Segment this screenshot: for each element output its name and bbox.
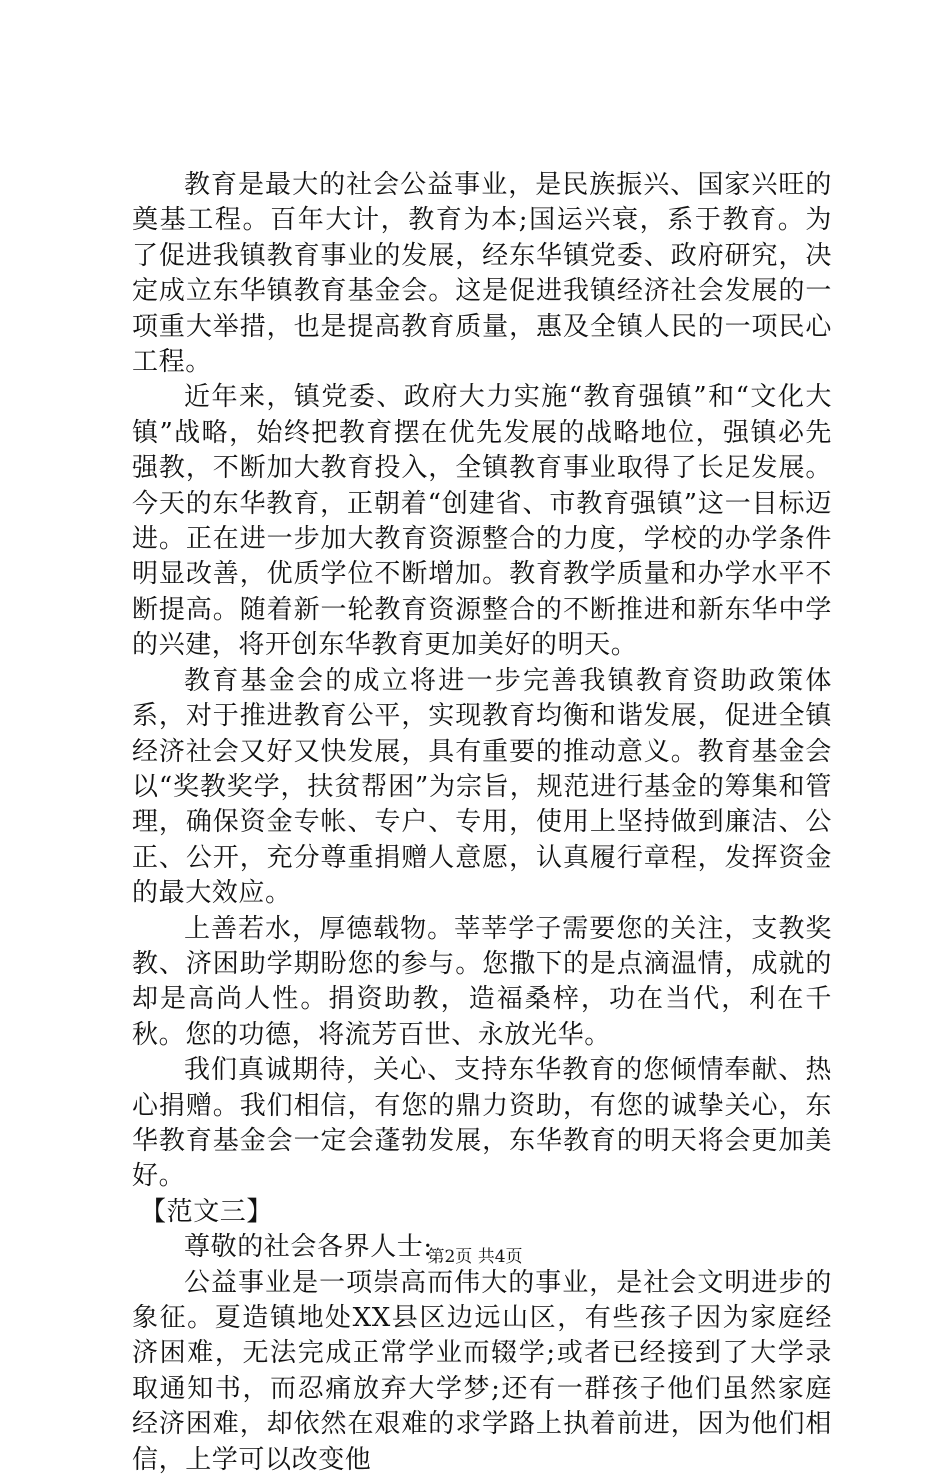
paragraph-4: 上善若水，厚德载物。莘莘学子需要您的关注，支教奖教、济困助学期盼您的参与。您撒下的是点滴温情，成就的却是高尚人性。捐资助教，造福桑梓，功在当代，利在千秋。您的功德，将流芳百世、永放光华。 <box>132 913 832 1050</box>
paragraph-3: 教育基金会的成立将进一步完善我镇教育资助政策体系，对于推进教育公平，实现教育均衡和谐发展，促进全镇经济社会又好又快发展，具有重要的推动意义。教育基金会以“奖教奖学，扶贫帮困”为宗旨，规范进行基金的筹集和管理，确保资金专帐、专户、专用，使用上坚持做到廉洁、公正、公开，充分尊重捐赠人意愿，认真履行章程，发挥资金的最大效应。 <box>132 665 832 909</box>
section-heading: 【范文三】 <box>140 1196 274 1227</box>
paragraph-6: 公益事业是一项崇高而伟大的事业，是社会文明进步的象征。夏造镇地处XX县区边远山区，有些孩子因为家庭经济困难，无法完成正常学业而辍学;或者已经接到了大学录取通知书，而忍痛放弃大学梦;还有一群孩子他们虽然家庭经济困难，却依然在艰难的求学路上执着前进，因为他们相信，上学可以改变他 <box>132 1267 832 1475</box>
salutation: 尊敬的社会各界人士: <box>184 1232 433 1263</box>
page-number-footer: 第2页 共4页 <box>427 1247 523 1267</box>
paragraph-1: 教育是最大的社会公益事业，是民族振兴、国家兴旺的奠基工程。百年大计，教育为本;国运兴衰，系于教育。为了促进我镇教育事业的发展，经东华镇党委、政府研究，决定成立东华镇教育基金会。这是促进我镇经济社会发展的一项重大举措，也是提高教育质量，惠及全镇人民的一项民心工程。 <box>132 170 832 378</box>
document-body <box>132 168 832 1478</box>
paragraph-5: 我们真诚期待，关心、支持东华教育的您倾情奉献、热心捐赠。我们相信，有您的鼎力资助，有您的诚挚关心，东华教育基金会一定会蓬勃发展，东华教育的明天将会更加美好。 <box>132 1055 832 1192</box>
paragraph-2: 近年来，镇党委、政府大力实施“教育强镇”和“文化大镇”战略，始终把教育摆在优先发展的战略地位，强镇必先强教，不断加大教育投入，全镇教育事业取得了长足发展。今天的东华教育，正朝着“创建省、市教育强镇”这一目标迈进。正在进一步加大教育资源整合的力度，学校的办学条件明显改善，优质学位不断增加。教育教学质量和办学水平不断提高。随着新一轮教育资源整合的不断推进和新东华中学的兴建，将开创东华教育更加美好的明天。 <box>132 382 832 661</box>
